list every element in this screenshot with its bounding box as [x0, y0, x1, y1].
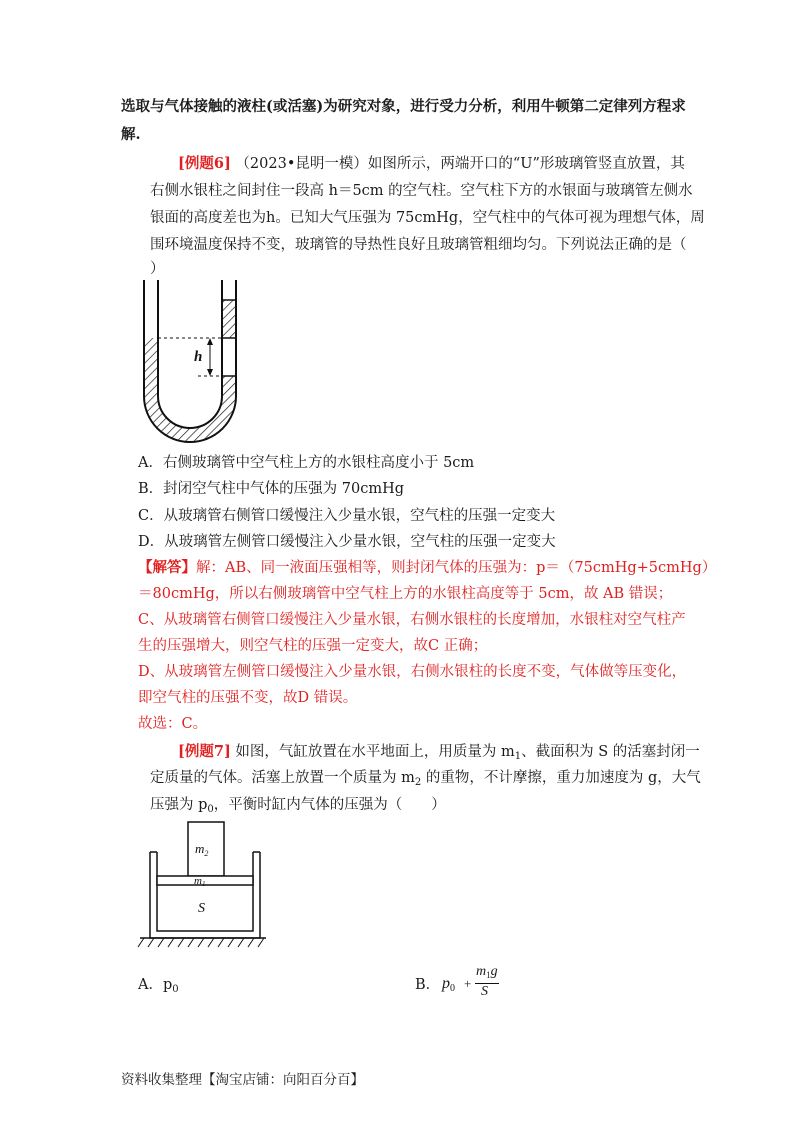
example6-line-2: 右侧水银柱之间封住一段高 h＝5cm 的空气柱。空气柱下方的水银面与玻璃管左侧水: [150, 183, 693, 199]
answer-line-6: 即空气柱的压强不变，故D 错误。: [138, 690, 358, 706]
piston-label: m1: [194, 875, 206, 888]
u-tube-figure: [136, 278, 246, 453]
example6-line-1: [例题6] （2023•昆明一模）如图所示，两端开口的“U”形玻璃管竖直放置，其: [178, 155, 685, 172]
answer-conclusion: 故选：C。: [138, 716, 208, 732]
example7-line-1: [例题7] 如图，气缸放置在水平地面上，用质量为 $m_1$、截面积为 S 的活塞封闭一: [178, 743, 700, 762]
answer-line-3: C、从玻璃管右侧管口缓慢注入少量水银，右侧水银柱的长度增加，水银柱对空气柱产: [138, 612, 686, 628]
example7-line-3: 压强为 $p_0$，平衡时缸内气体的压强为（ ）: [150, 797, 446, 815]
example6-line-3: 银面的高度差也为h。已知大气压强为 75cmHg，空气柱中的气体可视为理想气体，周: [150, 210, 705, 226]
example7-line-2: 定质量的气体。活塞上放置一个质量为 $m_2$ 的重物，不计摩擦，重力加速度为 g，大气: [150, 770, 701, 788]
ex7-option-a: A．$p_0$: [138, 977, 179, 995]
answer-line-4: 生的压强增大，则空气柱的压强一定变大，故C 正确；: [138, 638, 488, 654]
option-d: D．从玻璃管左侧管口缓慢注入少量水银，空气柱的压强一定变大: [138, 534, 556, 550]
example6-tag: [例题6]: [178, 155, 231, 172]
answer-line-5: D、从玻璃管左侧管口缓慢注入少量水银，右侧水银柱的长度不变，气体做等压变化，: [138, 664, 687, 680]
option-b: B．封闭空气柱中气体的压强为 70cmHg: [138, 481, 405, 497]
answer-tag: 【解答】: [138, 559, 196, 576]
intro-line-1: 选取与气体接触的液柱(或活塞)为研究对象，进行受力分析，利用牛顿第二定律列方程求: [121, 98, 686, 115]
answer-line-2: ＝80cmHg，所以右侧玻璃管中空气柱上方的水银柱高度等于 5cm，故 AB 错误；: [138, 586, 673, 602]
ex7-option-b-formula: p0 + $m_1g$ S: [442, 964, 498, 999]
weight-label: $m_2$: [195, 841, 209, 858]
ex7-option-b-label: B．: [415, 977, 441, 993]
example7-tag: [例题7]: [178, 743, 231, 760]
h-label: h: [194, 349, 203, 365]
example6-line-4: 围环境温度保持不变，玻璃管的导热性良好且玻璃管粗细均匀。下列说法正确的是（: [150, 237, 687, 253]
area-label: S: [198, 901, 205, 916]
intro-line-2: 解.: [121, 126, 141, 143]
footer: 资料收集整理【淘宝店铺：向阳百分百】: [121, 1072, 364, 1088]
example6-line-5: ）: [150, 261, 165, 277]
answer-line-1: 【解答】解：AB、同一液面压强相等，则封闭气体的压强为：p＝（75cmHg+5cmHg）: [138, 559, 717, 576]
cylinder-figure: [138, 820, 268, 955]
option-c: C．从玻璃管右侧管口缓慢注入少量水银，空气柱的压强一定变大: [138, 508, 556, 524]
option-a: A．右侧玻璃管中空气柱上方的水银柱高度小于 5cm: [138, 455, 475, 471]
